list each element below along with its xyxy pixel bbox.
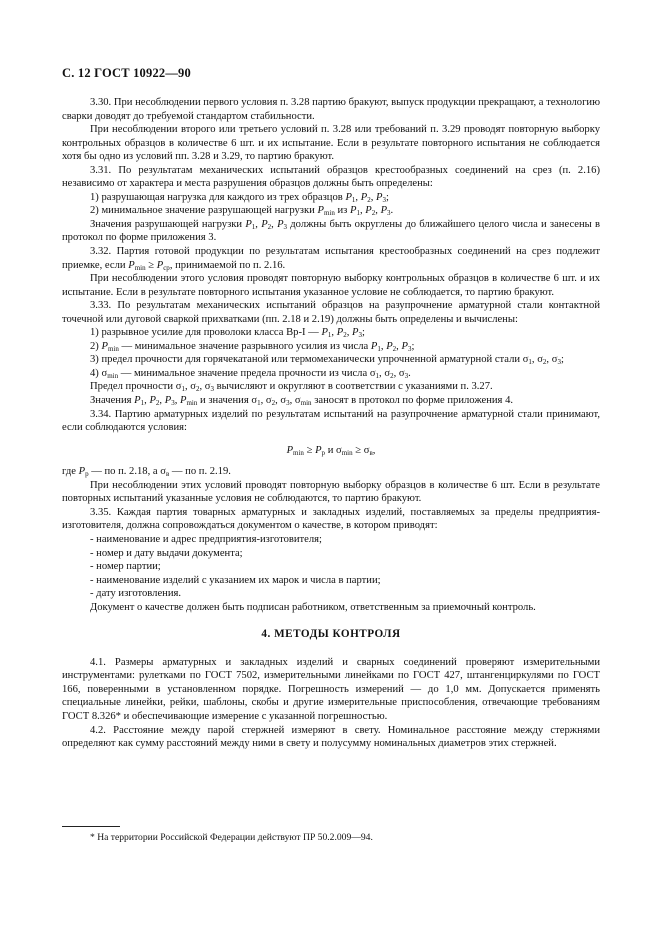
paragraph-3-32: 3.32. Партия готовой продукции по результатам испытания крестообразных соединений на срез подлежит приемке, если $P_{min} \ge P_{ср}$, принимаемой по п. 2.16. [62, 246, 600, 272]
item-3-33-3: 3) предел прочности для горячекатаной или термомеханически упрочненной арматурной стали $\sigma_1$, $\sigma_2$, $\sigma_3$; [90, 354, 564, 367]
list-item: - номер партии; [90, 561, 161, 573]
paragraph-3-31: 3.31. По результатам механических испытаний образцов крестообразных соединений на срез (п. 2.16) независимо от характера и места разрушения образцов должны быть определены: [62, 164, 600, 190]
paragraph-3-32-b: При несоблюдении этого условия проводят повторную выборку контрольных образцов в количестве 6 шт. и их испытание. Если в результате повторного испытания указанное условие не соблюдается, то партию бракуют. [62, 273, 600, 298]
list-item: - наименование и адрес предприятия-изготовителя; [90, 533, 322, 545]
list-item: - наименование изделий с указанием их марок и числа в партии; [90, 574, 381, 586]
page-header: С. 12 ГОСТ 10922—90 [62, 66, 191, 80]
paragraph-3-34: 3.34. Партию арматурных изделий по результатам испытаний на разупрочнение арматурной стали принимают, если соблюдаются условия: [62, 408, 600, 434]
paragraph-3-33-d: Значения $P_1$, $P_2$, $P_3$, $P_{min}$ и значения $\sigma_1$, $\sigma_2$, $\sigma_3$, $\sigma_{min}$ заносят в протокол по форме приложения 4. [90, 395, 514, 408]
paragraph-4-1: 4.1. Размеры арматурных и закладных изделий и сварных соединений проверяют измерительными инструментами: рулетками по ГОСТ 7502, измерительными линейками по ГОСТ 427, штангенциркулями по ГОСТ 166, поверенными в установленном порядке. Погрешность измерений — до 1,0 мм. Допускается применять специальные линейки, рейки, шаблоны, скобы и другие измерительные приспособления, отвечающие требованиям ГОСТ 8.326* и обеспечивающие измерение с указанной погрешностью. [62, 656, 600, 722]
paragraph-3-30: 3.30. При несоблюдении первого условия п. 3.28 партию бракуют, выпуск продукции прекращают, а технологию сварки доводят до требуемой стандартом стабильности. [62, 97, 600, 122]
item-3-31-2: 2) минимальное значение разрушающей нагрузки $P_{min}$ из $P_1$, $P_2$, $P_3$. [90, 205, 394, 218]
formula-legend: где $P_p$ — по п. 2.18, а $\sigma_в$ — по п. 2.19. [62, 466, 231, 479]
item-3-33-1: 1) разрывное усилие для проволоки класса Вр-I — $P_1$, $P_2$, $P_3$; [90, 327, 365, 340]
item-3-33-2: 2) $P_{min}$ — минимальное значение разрывного усилия из числа $P_1$, $P_2$, $P_3$; [90, 340, 415, 353]
paragraph-3-33: 3.33. По результатам механических испытаний образцов на разупрочнение арматурной стали контактной точечной или дуговой сваркой прихватками (пп. 2.18 и 2.19) должны быть определены и вычислены: [62, 300, 600, 325]
paragraph-3-31-c: Значения разрушающей нагрузки $P_1$, $P_2$, $P_3$ должны быть округлены до ближайшего целого числа и занесены в протокол по форме приложения 3. [62, 218, 600, 244]
list-item: - номер и дату выдачи документа; [90, 547, 243, 559]
section-title: 4. МЕТОДЫ КОНТРОЛЯ [261, 628, 401, 641]
paragraph-3-30-b: При несоблюдении второго или третьего условий п. 3.28 или требований п. 3.29 проводят повторную выборку контрольных образцов в количестве 6 шт. и их испытание. Если в результате повторного испытания не соблюдается хотя бы одно из условий пп. 3.28 и 3.29, то партию бракуют. [62, 124, 600, 163]
footnote-divider [62, 826, 120, 827]
paragraph-3-35: 3.35. Каждая партия товарных арматурных и закладных изделий, поставляемых за пределы предприятия-изготовителя, должна сопровождаться документом о качестве, в котором приводят: [62, 506, 600, 532]
formula-conditions: $P_{min} \ge P_p$ и $\sigma_{min} \ge \sigma_в$, [286, 444, 376, 457]
document-body [62, 96, 600, 751]
item-3-33-4: 4) $\sigma_{min}$ — минимальное значение предела прочности из числа $\sigma_1$, $\sigma_2$, $\sigma_3$. [90, 367, 411, 380]
item-3-31-1: 1) разрушающая нагрузка для каждого из трех образцов $P_1$, $P_2$, $P_3$; [90, 191, 389, 204]
paragraph-3-33-c: Предел прочности $\sigma_1$, $\sigma_2$, $\sigma_3$ вычисляют и округляют в соответствии с указаниями п. 3.27. [90, 381, 493, 394]
paragraph-3-35-b: Документ о качестве должен быть подписан работником, ответственным за приемочный контроль. [90, 601, 536, 613]
paragraph-3-34-b: При несоблюдении этих условий проводят повторную выборку образцов в количестве 6 шт. Если в результате повторных испытаний указанные условия не соблюдаются, то партию бракуют. [62, 479, 600, 505]
footnote: * На территории Российской Федерации действуют ПР 50.2.009—94. [90, 832, 373, 843]
paragraph-4-2: 4.2. Расстояние между парой стержней измеряют в свету. Номинальное расстояние между стержнями определяют как сумму расстояний между ними в свету и полусумму номинальных диаметров этих стержней. [62, 724, 600, 750]
list-item: - дату изготовления. [90, 588, 182, 600]
